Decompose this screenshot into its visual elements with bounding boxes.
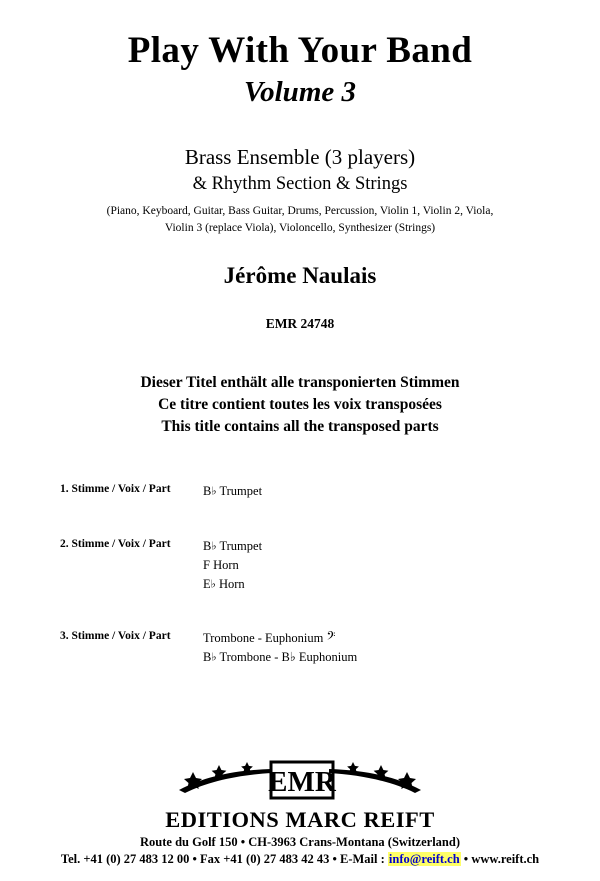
part-instruments (203, 482, 262, 501)
transposed-notice-en: This title contains all the transposed parts (161, 418, 439, 436)
part-row (48, 482, 552, 501)
publisher-address: Route du Golf 150 • CH-3963 Crans-Montana (Switzerland) (140, 835, 460, 849)
flat-symbol: ♭ (211, 485, 217, 498)
transposed-notice (48, 372, 552, 438)
catalog-number: EMR 24748 (265, 316, 335, 332)
part-label: 1. Stimme / Voix / Part (60, 483, 171, 496)
publisher-logo (0, 760, 600, 806)
part-instruments (203, 537, 262, 593)
flat-symbol: ♭ (211, 651, 217, 664)
svg-text:EMR: EMR (268, 766, 336, 799)
cover-page (0, 32, 600, 881)
flat-symbol: ♭ (210, 578, 216, 591)
transposed-notice-de: Dieser Titel enthält alle transponierten Stimmen (140, 374, 460, 392)
part-row (48, 629, 552, 667)
email-link[interactable]: info@reift.ch (388, 852, 460, 866)
part-label: 3. Stimme / Voix / Part (60, 630, 171, 643)
contact-phone-fax: Tel. +41 (0) 27 483 12 00 • Fax +41 (0) 27 483 42 43 • E-Mail : (60, 852, 388, 866)
publisher-contact (0, 852, 600, 867)
instrument-entry: B♭ Trumpet (203, 484, 263, 499)
part-row (48, 537, 552, 593)
transposed-notice-fr: Ce titre contient toutes les voix transposées (158, 396, 442, 414)
flat-symbol: ♭ (211, 540, 217, 553)
contact-separator: • (460, 852, 472, 866)
instrumentation-list: (Piano, Keyboard, Guitar, Bass Guitar, Drums, Percussion, Violin 1, Violin 2, Viola, Violin 3 (replace Viola), Violoncello, Synthesizer (Strings) (106, 205, 494, 234)
ensemble-line: Brass Ensemble (3 players) (184, 144, 416, 169)
instrument-entry: E♭ Horn (203, 576, 245, 591)
instrument-entry: B♭ Trombone - B♭ Euphonium (203, 650, 358, 665)
part-instruments (203, 629, 357, 667)
parts-list (48, 482, 552, 667)
composer-name: Jérôme Naulais (223, 263, 377, 289)
instrument-entry: B♭ Trumpet (203, 539, 263, 554)
bass-clef-icon: 𝄢 (326, 631, 336, 647)
footer (0, 760, 600, 867)
emr-logo-icon (175, 760, 425, 806)
instrument-entry: Trombone - Euphonium 𝄢 (203, 631, 336, 647)
part-label: 2. Stimme / Voix / Part (60, 538, 171, 551)
instrument-entry: F Horn (203, 557, 239, 572)
website-link[interactable]: www.reift.ch (471, 852, 540, 866)
ensemble-extra-line: & Rhythm Section & Strings (192, 173, 408, 194)
publisher-name: EDITIONS MARC REIFT (165, 807, 435, 833)
volume-subtitle: Volume 3 (244, 75, 356, 108)
page-title: Play With Your Band (127, 30, 473, 71)
